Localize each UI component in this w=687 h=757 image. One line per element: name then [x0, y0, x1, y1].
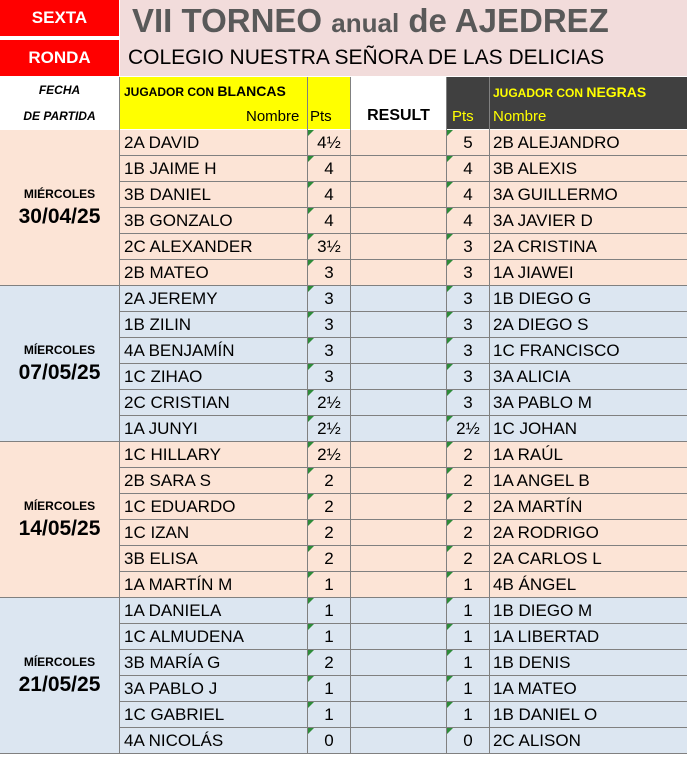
white-player-name: 1A JUNYI: [120, 416, 307, 441]
black-player-pts: 3: [447, 390, 489, 415]
result-cell[interactable]: [351, 624, 446, 649]
black-player-name: 1C JOHAN: [490, 416, 687, 441]
black-player-pts: 4: [447, 182, 489, 207]
black-player-name: 4B ÁNGEL: [490, 572, 687, 597]
black-player-pts: 0: [447, 728, 489, 753]
result-cell[interactable]: [351, 546, 446, 571]
column-divider: [446, 77, 447, 754]
date-value: 14/05/25: [18, 516, 101, 540]
white-player-pts: 1: [308, 676, 350, 701]
column-divider: [350, 77, 351, 754]
white-player-name: 1C ALMUDENA: [120, 624, 307, 649]
black-player-name: 2A DIEGO S: [490, 312, 687, 337]
black-player-pts: 3: [447, 260, 489, 285]
date-weekday: MÍERCOLES: [23, 498, 96, 513]
white-player-pts: 1: [308, 624, 350, 649]
white-player-pts: 3: [308, 338, 350, 363]
black-player-name: 1A ANGEL B: [490, 468, 687, 493]
school-name: COLEGIO NUESTRA SEÑORA DE LAS DELICIAS: [128, 46, 605, 69]
black-player-name: 1C FRANCISCO: [490, 338, 687, 363]
result-cell[interactable]: [351, 312, 446, 337]
partida-label: DE PARTIDA: [0, 103, 119, 128]
black-player-name: 2A CRISTINA: [490, 234, 687, 259]
white-pts-header: Pts: [310, 108, 332, 125]
result-cell[interactable]: [351, 598, 446, 623]
black-player-pts: 1: [447, 624, 489, 649]
white-player-name: 1C GABRIEL: [120, 702, 307, 727]
white-player-name: 2A JEREMY: [120, 286, 307, 311]
white-player-pts: 3: [308, 312, 350, 337]
white-player-name: 1C ZIHAO: [120, 364, 307, 389]
white-player-pts: 4: [308, 208, 350, 233]
result-cell[interactable]: [351, 572, 446, 597]
result-cell[interactable]: [351, 676, 446, 701]
black-player-pts: 1: [447, 598, 489, 623]
black-player-name: 1A RAÚL: [490, 442, 687, 467]
group-divider: [0, 753, 687, 754]
white-player-pts: 4½: [308, 130, 350, 155]
white-player-name: 1B JAIME H: [120, 156, 307, 181]
white-player-name: 3B GONZALO: [120, 208, 307, 233]
white-player-pts: 1: [308, 572, 350, 597]
white-player-pts: 2½: [308, 390, 350, 415]
round-label-2: RONDA: [0, 40, 119, 76]
black-player-name: 2A MARTÍN: [490, 494, 687, 519]
white-player-pts: 4: [308, 156, 350, 181]
white-player-pts: 2: [308, 650, 350, 675]
column-divider: [489, 77, 490, 754]
result-cell[interactable]: [351, 286, 446, 311]
black-pts-header: Pts: [452, 108, 474, 125]
white-player-name: 2A DAVID: [120, 130, 307, 155]
column-divider: [119, 77, 120, 754]
white-player-pts: 2½: [308, 416, 350, 441]
result-cell[interactable]: [351, 416, 446, 441]
black-player-name: 3A PABLO M: [490, 390, 687, 415]
white-player-name: 3B DANIEL: [120, 182, 307, 207]
white-header-title: [124, 83, 286, 99]
black-player-name: 3A GUILLERMO: [490, 182, 687, 207]
black-player-pts: 2½: [447, 416, 489, 441]
white-player-pts: 3: [308, 364, 350, 389]
white-title-small: JUGADOR CON: [124, 85, 218, 99]
round-label-1: SEXTA: [0, 0, 119, 36]
title-prefix: VII TORNEO: [132, 2, 332, 39]
white-player-name: 1C EDUARDO: [120, 494, 307, 519]
black-player-name: 2C ALISON: [490, 728, 687, 753]
white-player-pts: 1: [308, 598, 350, 623]
white-player-pts: 4: [308, 182, 350, 207]
result-cell[interactable]: [351, 702, 446, 727]
white-player-name: 3B ELISA: [120, 546, 307, 571]
result-cell[interactable]: [351, 468, 446, 493]
white-player-pts: 3: [308, 260, 350, 285]
result-cell[interactable]: [351, 650, 446, 675]
black-title-big: NEGRAS: [586, 84, 647, 100]
black-player-name: 3A JAVIER D: [490, 208, 687, 233]
white-player-name: 1B ZILIN: [120, 312, 307, 337]
black-player-pts: 4: [447, 208, 489, 233]
result-cell[interactable]: [351, 234, 446, 259]
black-player-pts: 1: [447, 572, 489, 597]
black-player-name: 1A LIBERTAD: [490, 624, 687, 649]
white-player-name: 1A DANIELA: [120, 598, 307, 623]
result-cell[interactable]: [351, 260, 446, 285]
black-player-header: [447, 77, 687, 129]
column-divider: [307, 77, 308, 754]
white-player-name: 3A PABLO J: [120, 676, 307, 701]
black-player-pts: 1: [447, 702, 489, 727]
white-player-pts: 2: [308, 546, 350, 571]
white-player-name: 1A MARTÍN M: [120, 572, 307, 597]
white-player-pts: 3: [308, 286, 350, 311]
white-player-header: [120, 77, 350, 129]
white-player-pts: 0: [308, 728, 350, 753]
date-value: 30/04/25: [18, 204, 101, 228]
white-player-name: 2C ALEXANDER: [120, 234, 307, 259]
black-player-name: 1A MATEO: [490, 676, 687, 701]
result-cell[interactable]: [351, 728, 446, 753]
result-cell[interactable]: [351, 208, 446, 233]
white-player-name: 2B MATEO: [120, 260, 307, 285]
black-header-title: [493, 84, 646, 100]
black-player-pts: 3: [447, 338, 489, 363]
result-cell[interactable]: [351, 156, 446, 181]
result-cell[interactable]: [351, 442, 446, 467]
black-player-pts: 3: [447, 312, 489, 337]
result-header: RESULT: [351, 77, 446, 129]
result-cell[interactable]: [351, 182, 446, 207]
black-player-name: 2B ALEJANDRO: [490, 130, 687, 155]
result-cell[interactable]: [351, 130, 446, 155]
black-player-name: 1B DIEGO M: [490, 598, 687, 623]
black-player-pts: 4: [447, 156, 489, 181]
black-player-pts: 1: [447, 676, 489, 701]
black-player-pts: 2: [447, 520, 489, 545]
black-player-name: 1B DENIS: [490, 650, 687, 675]
white-player-pts: 2: [308, 520, 350, 545]
black-player-pts: 2: [447, 468, 489, 493]
white-player-name: 3B MARÍA G: [120, 650, 307, 675]
date-value: 07/05/25: [18, 360, 101, 384]
black-player-name: 1A JIAWEI: [490, 260, 687, 285]
date-cell: [0, 130, 119, 285]
black-player-name: 3B ALEXIS: [490, 156, 687, 181]
black-player-pts: 2: [447, 546, 489, 571]
black-player-pts: 1: [447, 650, 489, 675]
date-cell: [0, 442, 119, 597]
black-player-name: 2A RODRIGO: [490, 520, 687, 545]
date-cell: [0, 286, 119, 441]
date-cell: [0, 598, 119, 753]
title-banner: [120, 0, 687, 76]
tournament-title: [132, 2, 609, 40]
black-player-pts: 5: [447, 130, 489, 155]
title-anual: anual: [331, 8, 400, 38]
white-title-big: BLANCAS: [217, 83, 286, 99]
white-player-name: 4A NICOLÁS: [120, 728, 307, 753]
white-player-name: 4A BENJAMÍN: [120, 338, 307, 363]
date-weekday: MIÉRCOLES: [23, 186, 96, 201]
white-player-pts: 2: [308, 494, 350, 519]
black-player-name: 1B DIEGO G: [490, 286, 687, 311]
black-player-name: 2A CARLOS L: [490, 546, 687, 571]
black-player-pts: 3: [447, 234, 489, 259]
date-weekday: MÍERCOLES: [23, 654, 96, 669]
black-player-pts: 2: [447, 494, 489, 519]
fecha-label: FECHA: [0, 77, 119, 102]
black-title-small: JUGADOR CON: [493, 86, 587, 100]
result-cell[interactable]: [351, 364, 446, 389]
white-player-name: 1C IZAN: [120, 520, 307, 545]
result-cell[interactable]: [351, 520, 446, 545]
result-cell[interactable]: [351, 494, 446, 519]
white-player-pts: 3½: [308, 234, 350, 259]
white-player-name: 2B SARA S: [120, 468, 307, 493]
black-player-pts: 3: [447, 286, 489, 311]
white-player-name: 1C HILLARY: [120, 442, 307, 467]
white-player-pts: 2½: [308, 442, 350, 467]
result-cell[interactable]: [351, 338, 446, 363]
result-cell[interactable]: [351, 390, 446, 415]
date-value: 21/05/25: [18, 672, 101, 696]
white-player-pts: 2: [308, 468, 350, 493]
black-player-name: 1B DANIEL O: [490, 702, 687, 727]
black-player-pts: 2: [447, 442, 489, 467]
white-player-pts: 1: [308, 702, 350, 727]
black-player-pts: 3: [447, 364, 489, 389]
white-player-name: 2C CRISTIAN: [120, 390, 307, 415]
white-nombre-header: Nombre: [246, 108, 300, 125]
black-player-name: 3A ALICIA: [490, 364, 687, 389]
title-suffix: de AJEDREZ: [399, 2, 609, 39]
date-weekday: MÍERCOLES: [23, 342, 96, 357]
black-nombre-header: Nombre: [493, 108, 547, 125]
